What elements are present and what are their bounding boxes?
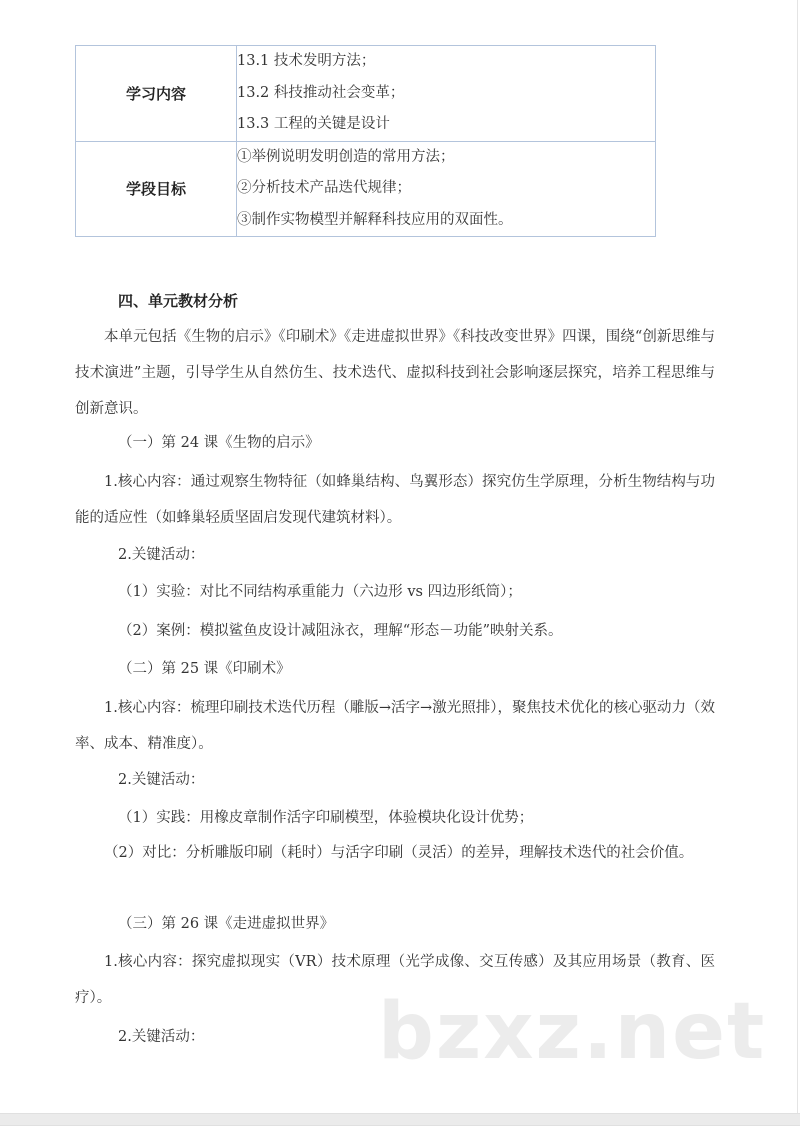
lesson-26-activities-label: 2.关键活动： bbox=[118, 1029, 205, 1045]
lesson-24-activities-label: 2.关键活动： bbox=[118, 547, 205, 563]
lesson-24-core-text: 1.核心内容：通过观察生物特征（如蜂巢结构、鸟翼形态）探究仿生学原理，分析生物结构与功能的适应性（如蜂巢轻质坚固启发现代建筑材料）。 bbox=[75, 474, 715, 526]
lesson-25-activities-label: 2.关键活动： bbox=[118, 772, 205, 788]
row-values bbox=[237, 141, 656, 237]
lesson-25-core-text: 1.核心内容：梳理印刷技术迭代历程（雕版→活字→激光照排），聚焦技术优化的核心驱动力（效率、成本、精准度）。 bbox=[75, 700, 715, 752]
curriculum-table bbox=[75, 45, 656, 237]
lesson-24-activity-1: （1）实验：对比不同结构承重能力（六边形 vs 四边形纸筒）； bbox=[118, 584, 522, 600]
lesson-24-core bbox=[75, 464, 715, 536]
row-label: 学习内容 bbox=[76, 46, 237, 142]
table-item: 13.1 技术发明方法； bbox=[237, 53, 376, 69]
lesson-25-core bbox=[75, 690, 715, 762]
lesson-26-core-text: 1.核心内容：探究虚拟现实（VR）技术原理（光学成像、交互传感）及其应用场景（教育、医疗）。 bbox=[75, 954, 715, 1006]
lesson-25-activity-2 bbox=[75, 835, 715, 871]
lesson-25-activity-2-text: （2）对比：分析雕版印刷（耗时）与活字印刷（灵活）的差异，理解技术迭代的社会价值。 bbox=[104, 845, 694, 861]
table-item: ①举例说明发明创造的常用方法； bbox=[237, 148, 455, 165]
table-item: 13.2 科技推动社会变革； bbox=[237, 84, 405, 101]
table-row-learning-content bbox=[76, 46, 656, 142]
lesson-26-title: （三）第 26 课《走进虚拟世界》 bbox=[118, 916, 335, 932]
lesson-25-activity-1: （1）实践：用橡皮章制作活字印刷模型，体验模块化设计优势； bbox=[118, 810, 534, 826]
table-item: ③制作实物模型并解释科技应用的双面性。 bbox=[237, 211, 513, 228]
lesson-25-title: （二）第 25 课《印刷术》 bbox=[118, 661, 291, 677]
intro-text: 本单元包括《生物的启示》《印刷术》《走进虚拟世界》《科技改变世界》四课，围绕“创新思维与技术演进”主题，引导学生从自然仿生、技术迭代、虚拟科技到社会影响逐层探究，培养工程思维与创新意识。 bbox=[75, 329, 715, 417]
table-item: ②分析技术产品迭代规律； bbox=[237, 180, 411, 196]
lesson-24-activity-2: （2）案例：模拟鲨鱼皮设计减阻泳衣，理解“形态－功能”映射关系。 bbox=[118, 623, 563, 639]
section-heading: 四、单元教材分析 bbox=[118, 292, 239, 310]
row-label: 学段目标 bbox=[76, 141, 237, 237]
table-row-stage-goals bbox=[76, 141, 656, 237]
intro-paragraph bbox=[75, 319, 715, 427]
watermark: bzxz.net bbox=[378, 987, 767, 1077]
page-separator-bar bbox=[0, 1113, 800, 1126]
row-values bbox=[237, 46, 656, 142]
lesson-24-title: （一）第 24 课《生物的启示》 bbox=[118, 435, 320, 451]
table-item: 13.3 工程的关键是设计 bbox=[237, 116, 390, 132]
